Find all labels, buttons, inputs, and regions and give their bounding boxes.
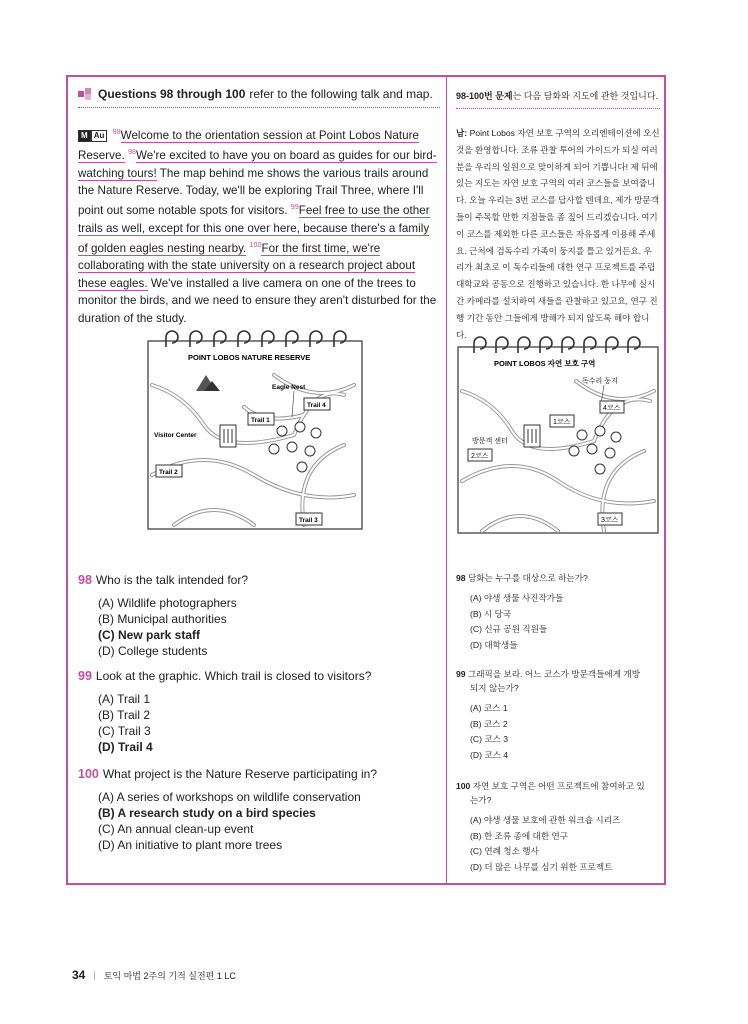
korean-map	[454, 331, 662, 542]
kr-script-label: 남:	[456, 128, 468, 138]
kr-question-100	[456, 779, 660, 875]
content-frame	[66, 75, 666, 885]
q98-text: Who is the talk intended for?	[95, 573, 248, 587]
kr-q99-number: 99	[456, 669, 466, 679]
footer-separator: |	[93, 970, 96, 980]
ref-98: 98	[112, 129, 121, 136]
kr-q98-option-c: (C) 신규 공원 직원들	[470, 624, 548, 635]
question-set-icon	[78, 88, 92, 100]
map-kr-trail4: 4코스	[603, 405, 621, 412]
kr-q99-text: 그래픽을 보라. 어느 코스가 방문객들에게 개방	[467, 669, 641, 679]
talk-script	[78, 124, 440, 327]
q100-option-c: (C) An annual clean-up event	[98, 822, 254, 836]
column-divider	[446, 77, 447, 883]
header-instruction: refer to the following talk and map.	[249, 87, 433, 101]
q98-option-d: (D) College students	[98, 644, 208, 658]
script-sentence-4: Feel free to use the other trails as well, except for this one over here, because there's a family of golden eagles nesting nearby.	[78, 204, 430, 255]
page-number: 34	[72, 968, 86, 982]
q99-number: 99	[78, 669, 92, 683]
map-kr-title: POINT LOBOS 자연 보호 구역	[494, 359, 596, 368]
kr-q98-option-b: (B) 시 당국	[470, 608, 512, 619]
kr-q98-option-d: (D) 대학생들	[470, 639, 518, 650]
map-kr-graphic	[454, 331, 662, 537]
map-en-trail4: Trail 4	[307, 402, 326, 409]
map-en-trail3: Trail 3	[299, 517, 318, 524]
script-sentence-3: The map behind me shows the various trails around the Nature Reserve. Today, we'll be exploring Trail Three, where I'll point out some notable spots for visitors.	[78, 166, 429, 218]
script-sentence-5: For the first time, we're collaborating with the state university on a research project about these eagles.	[78, 241, 416, 290]
kr-q99-option-d: (D) 코스 4	[470, 749, 509, 760]
kr-q100-text-2: 는가?	[470, 795, 492, 805]
script-sentence-6: We've installed a live camera on one of the trees to monitor the birds, and we need to ensure they aren't disturbed for the duration of the study.	[78, 276, 437, 325]
map-kr-trail3: 3코스	[601, 517, 619, 524]
kr-q98-number: 98	[456, 573, 466, 583]
kr-script-text: Point Lobos 자연 보호 구역의 오리엔테이션에 오신 것을 환영합니다. 조류 관찰 투어의 가이드가 되실 여러분을 우리의 일원으로 맞이하게 되어 기쁩니다! 제 뒤에 있는 지도는 자연 보호 구역의 여러 코스들을 보여줍니다. 오늘 우리는 3번 코스를 답사할 텐데요, 제가 방문객들이 주목할 만한 지점들을 좀 짚어 드리겠습니다. 여기 이 코스를 제외한 다른 코스들은 자유롭게 이용해 주세요. 근처에 검독수리 가족이 둥지를 틀고 있거든요. 우리가 최초로 이 독수리들에 대한 연구 프로젝트를 주립 대학교와 공동으로 진행하고 있습니다. 한 나무에 실시간 카메라를 설치하여 새들을 관찰하고 있고요, 연구 진행 기간 동안 그들에게 방해가 되지 않도록 해야 합니다.	[456, 128, 660, 340]
kr-script	[456, 125, 660, 343]
kr-q100-option-a: (A) 야생 생물 보호에 관한 워크숍 시리즈	[470, 815, 621, 825]
q100-text: What project is the Nature Reserve participating in?	[102, 767, 377, 781]
question-99	[78, 667, 371, 755]
question-98	[78, 571, 248, 659]
map-en-graphic	[144, 325, 368, 535]
kr-q100-option-b: (B) 한 조류 종에 대한 연구	[470, 830, 569, 841]
header-question-range: Questions 98 through 100	[98, 87, 246, 101]
map-kr-trail1: 1코스	[553, 419, 571, 426]
map-en-title: POINT LOBOS NATURE RESERVE	[188, 353, 311, 362]
map-kr-visitor-label: 방문객 센터	[472, 438, 508, 445]
speaker-accent-badge	[78, 130, 107, 142]
script-sentence-2: We're excited to have you on board as guides for our bird-watching tours!	[78, 149, 437, 180]
kr-header-range: 98-100번 문제	[456, 91, 513, 101]
map-kr-eagle-label: 독수리 둥지	[582, 378, 618, 385]
kr-question-98	[456, 571, 660, 653]
kr-q98-text: 담화는 누구를 대상으로 하는가?	[467, 573, 588, 583]
ref-98b: 98	[128, 149, 136, 157]
page-footer	[72, 968, 236, 982]
kr-question-99	[456, 667, 660, 763]
kr-q100-option-d: (D) 더 많은 나무를 심기 위한 프로젝트	[470, 861, 613, 872]
book-title: 토익 마법 2주의 기적 실전편 1 LC	[103, 970, 236, 981]
map-en-eagle-label: Eagle Nest	[272, 384, 306, 391]
map-en-trail1: Trail 1	[251, 417, 270, 424]
q98-option-b: (B) Municipal authorities	[98, 612, 227, 626]
q100-number: 100	[78, 767, 99, 781]
map-kr-trail2: 2코스	[471, 453, 489, 460]
kr-header	[456, 85, 660, 109]
question-100	[78, 765, 377, 853]
question-set-header	[78, 85, 440, 108]
map-en-trail2: Trail 2	[159, 469, 178, 476]
q100-option-b: (B) A research study on a bird species	[98, 806, 316, 820]
ref-100: 100	[249, 242, 262, 250]
english-column	[78, 85, 440, 327]
map-en-visitor-label: Visitor Center	[154, 432, 197, 439]
kr-q100-number: 100	[456, 781, 471, 791]
script-sentence-1: Welcome to the orientation session at Point Lobos Nature Reserve.	[78, 128, 420, 163]
building-icon	[220, 425, 236, 447]
english-map	[144, 325, 368, 540]
kr-q100-option-c: (C) 연례 청소 행사	[470, 846, 539, 857]
ref-99: 99	[290, 204, 299, 212]
kr-building-icon	[524, 425, 540, 447]
q100-option-d: (D) An initiative to plant more trees	[98, 838, 283, 852]
q99-option-a: (A) Trail 1	[98, 692, 151, 706]
kr-header-rest: 는 다음 담화와 지도에 관한 것입니다.	[512, 91, 659, 101]
q98-option-c: (C) New park staff	[98, 628, 201, 642]
kr-q98-option-a: (A) 야생 생물 사진작가들	[470, 593, 564, 603]
badge-accent: Au	[91, 130, 108, 142]
q98-number: 98	[78, 573, 92, 587]
q99-option-d: (D) Trail 4	[98, 740, 153, 754]
kr-q99-text-2: 되지 않는가?	[470, 683, 519, 693]
q99-option-c: (C) Trail 3	[98, 724, 151, 738]
q100-option-a: (A) A series of workshops on wildlife conservation	[98, 790, 361, 804]
kr-q99-option-b: (B) 코스 2	[470, 718, 508, 729]
q99-option-b: (B) Trail 2	[98, 708, 151, 722]
q99-text: Look at the graphic. Which trail is closed to visitors?	[95, 669, 372, 683]
kr-q100-text: 자연 보호 구역은 어떤 프로젝트에 참여하고 있	[472, 781, 645, 791]
q98-option-a: (A) Wildlife photographers	[98, 596, 237, 610]
kr-q99-option-a: (A) 코스 1	[470, 703, 508, 713]
kr-q99-option-c: (C) 코스 3	[470, 734, 509, 745]
badge-gender: M	[78, 130, 91, 142]
korean-column	[456, 85, 660, 343]
